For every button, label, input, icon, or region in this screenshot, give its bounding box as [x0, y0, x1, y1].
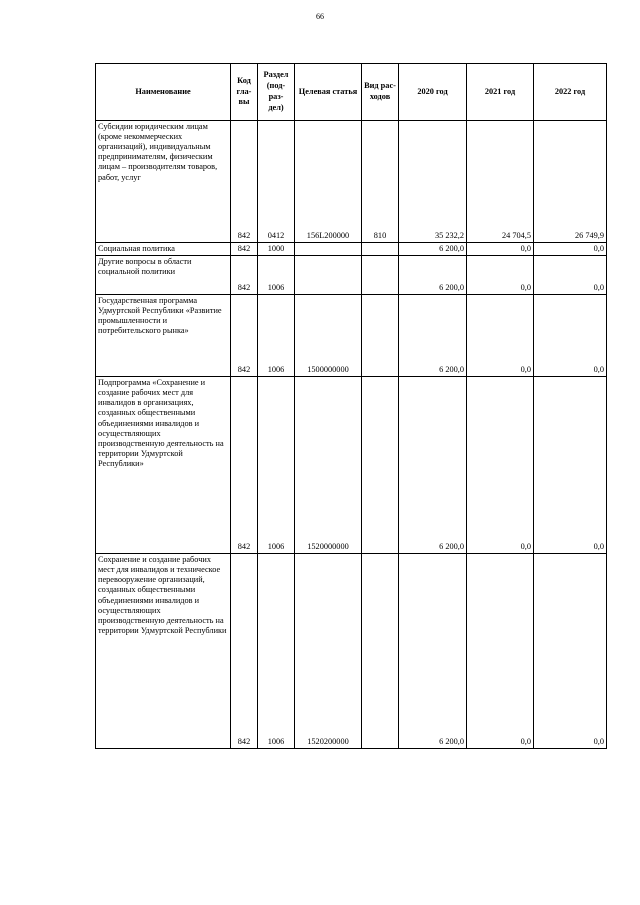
row-chapter: 842 — [231, 121, 258, 243]
row-name: Государственная программа Удмуртской Республики «Развитие промышленности и потребительского рынка» — [96, 295, 231, 377]
table-row — [96, 256, 607, 295]
header-expense-type: Вид рас- ходов — [362, 64, 399, 121]
row-name: Другие вопросы в области социальной политики — [96, 256, 231, 295]
row-expense — [362, 243, 399, 256]
row-section: 1006 — [258, 377, 295, 554]
row-2020: 6 200,0 — [399, 554, 467, 749]
header-name: Наименование — [96, 64, 231, 121]
row-2020: 6 200,0 — [399, 295, 467, 377]
row-expense — [362, 256, 399, 295]
row-chapter: 842 — [231, 377, 258, 554]
header-section: Раздел (под- раз- дел) — [258, 64, 295, 121]
row-expense — [362, 377, 399, 554]
row-section: 1000 — [258, 243, 295, 256]
row-target: 1520000000 — [295, 377, 362, 554]
row-target — [295, 243, 362, 256]
header-chapter-code: Код гла- вы — [231, 64, 258, 121]
budget-table — [95, 63, 607, 749]
row-2022: 0,0 — [534, 554, 607, 749]
row-2021: 0,0 — [467, 377, 534, 554]
row-section: 0412 — [258, 121, 295, 243]
row-2021: 0,0 — [467, 243, 534, 256]
row-2021: 0,0 — [467, 554, 534, 749]
table-row — [96, 554, 607, 749]
row-target: 1520200000 — [295, 554, 362, 749]
row-name: Социальная политика — [96, 243, 231, 256]
row-section: 1006 — [258, 295, 295, 377]
row-target: 156L200000 — [295, 121, 362, 243]
row-chapter: 842 — [231, 243, 258, 256]
row-name: Субсидии юридическим лицам (кроме некоммерческих организаций), индивидуальным предпринимателям, физическим лицам – производителям товаров, работ, услуг — [96, 121, 231, 243]
header-target-item: Целевая статья — [295, 64, 362, 121]
row-2020: 35 232,2 — [399, 121, 467, 243]
row-2020: 6 200,0 — [399, 377, 467, 554]
row-2020: 6 200,0 — [399, 256, 467, 295]
table-row — [96, 243, 607, 256]
table-row — [96, 295, 607, 377]
row-2021: 0,0 — [467, 295, 534, 377]
row-expense — [362, 554, 399, 749]
row-chapter: 842 — [231, 295, 258, 377]
row-chapter: 842 — [231, 554, 258, 749]
row-2020: 6 200,0 — [399, 243, 467, 256]
row-target — [295, 256, 362, 295]
row-2022: 0,0 — [534, 295, 607, 377]
row-2021: 24 704,5 — [467, 121, 534, 243]
row-target: 1500000000 — [295, 295, 362, 377]
row-name: Сохранение и создание рабочих мест для инвалидов и техническое перевооружение организаций, созданных общественными объединениями инвалидов и осуществляющих производственную деятельность на территории Удмуртской Республики — [96, 554, 231, 749]
row-name: Подпрограмма «Сохранение и создание рабочих мест для инвалидов в организациях, созданных общественными объединениями инвалидов и осуществляющих производственную деятельность на территории Удмуртской Республики» — [96, 377, 231, 554]
header-2020: 2020 год — [399, 64, 467, 121]
header-2021: 2021 год — [467, 64, 534, 121]
row-section: 1006 — [258, 256, 295, 295]
page-number: 66 — [316, 12, 324, 21]
table-row — [96, 121, 607, 243]
row-2022: 26 749,9 — [534, 121, 607, 243]
row-2022: 0,0 — [534, 256, 607, 295]
row-2022: 0,0 — [534, 377, 607, 554]
row-section: 1006 — [258, 554, 295, 749]
row-chapter: 842 — [231, 256, 258, 295]
row-expense: 810 — [362, 121, 399, 243]
row-2022: 0,0 — [534, 243, 607, 256]
header-2022: 2022 год — [534, 64, 607, 121]
row-2021: 0,0 — [467, 256, 534, 295]
row-expense — [362, 295, 399, 377]
table-row — [96, 377, 607, 554]
table-header-row — [96, 64, 607, 121]
